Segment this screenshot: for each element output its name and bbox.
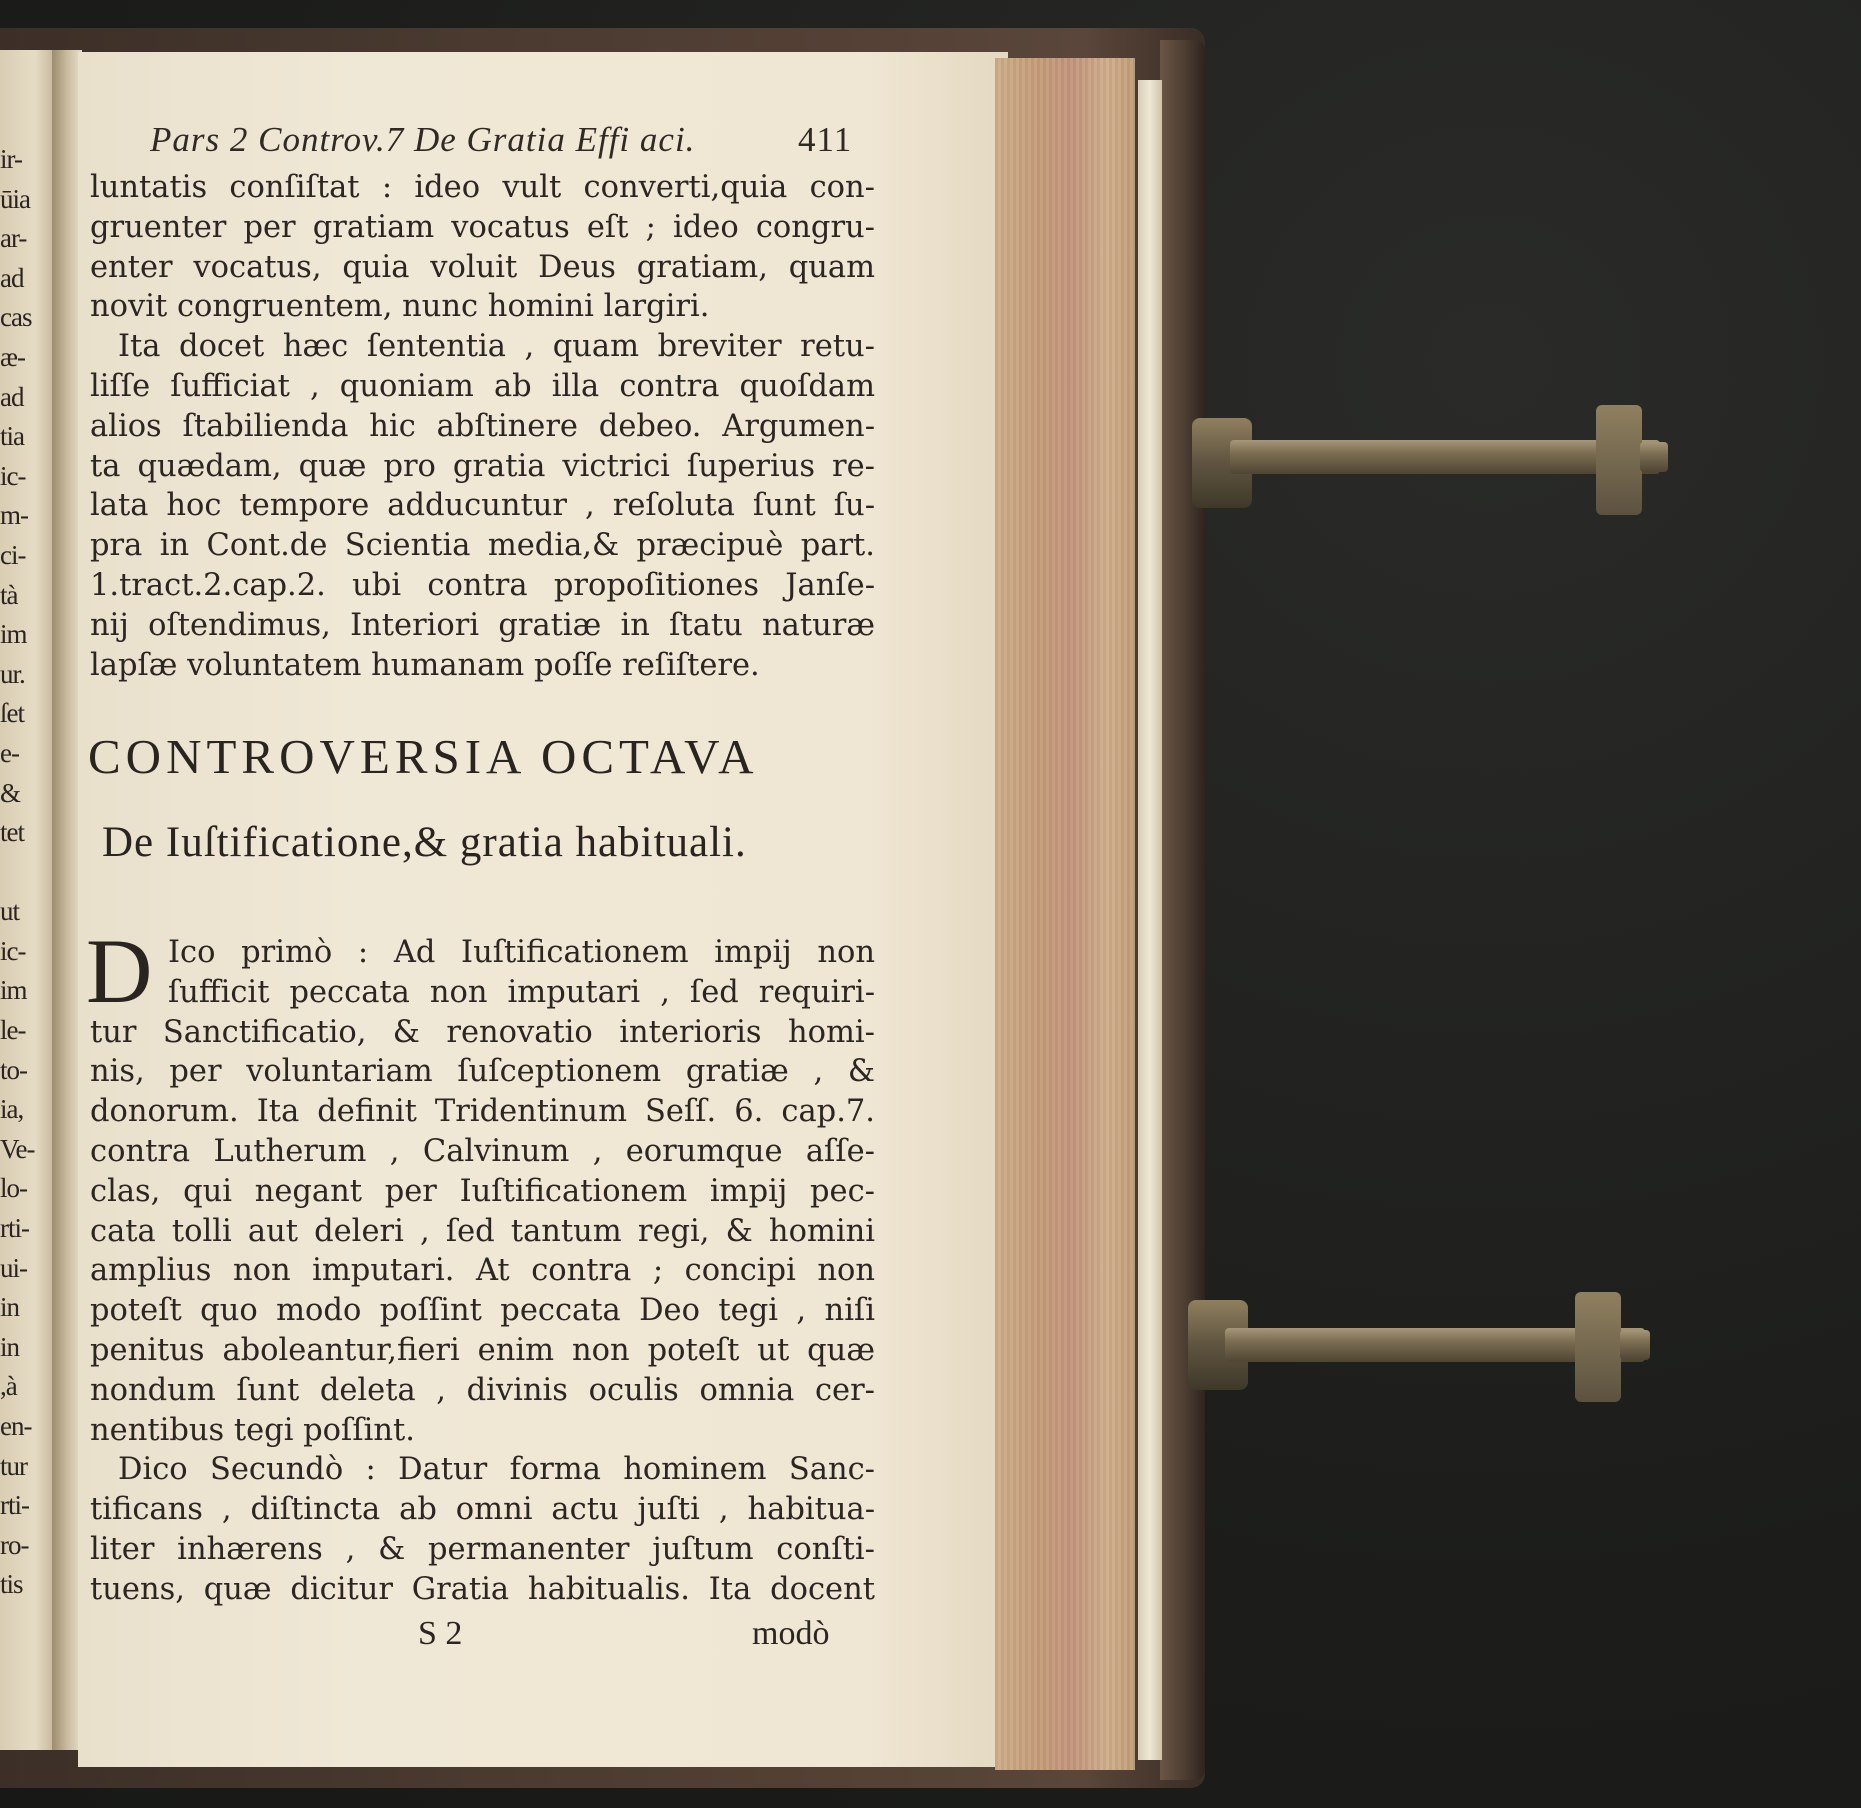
left-margin-fragment: e-	[0, 737, 19, 768]
text-line: nis, per voluntariam ſuſceptionem gratiæ , &	[90, 1054, 875, 1090]
left-margin-fragment: ur.	[0, 658, 25, 689]
left-margin-fragment: ir-	[0, 144, 22, 174]
left-margin-fragment: ,à	[0, 1371, 17, 1402]
text-line: nentibus tegi poſſint.	[90, 1412, 415, 1448]
text-line: lapſæ voluntatem humanam poſſe reſiſtere.	[90, 647, 760, 683]
text-line: Dico Secundò : Datur forma hominem Sanc-	[118, 1452, 875, 1488]
left-margin-fragment: tà	[0, 579, 18, 610]
signature-mark: S 2	[418, 1615, 463, 1652]
running-head-title: Pars 2 Controv.7 De Gratia Effi aci.	[150, 120, 696, 159]
text-line: cata tolli aut deleri , ſed tantum regi, & homini	[90, 1213, 875, 1249]
paragraph-dico	[90, 935, 875, 1612]
left-margin-fragment: &	[0, 777, 21, 808]
text-line: penitus aboleantur,fieri enim non poteſt ut quæ	[90, 1332, 875, 1368]
text-line: tuens, quæ dicitur Gratia habitualis. Ita docent	[90, 1571, 875, 1607]
text-line: nondum ſunt deleta , divinis oculis omnia cer-	[90, 1372, 875, 1408]
left-margin-fragment: ia,	[0, 1094, 24, 1125]
text-line: nij oſtendimus, Interiori gratiæ in ſtatu naturæ	[90, 607, 875, 643]
left-margin-fragment: in	[0, 1331, 20, 1362]
text-line: novit congruentem, nunc homini largiri.	[90, 289, 710, 325]
left-margin-fragment: tet	[0, 817, 24, 848]
left-margin-fragment: m-	[0, 500, 28, 531]
left-margin-fragment: ui-	[0, 1252, 27, 1283]
text-line: liter inhærens , & permanenter juſtum conſti-	[90, 1531, 875, 1567]
left-margin-fragment: ſet	[0, 698, 24, 729]
text-line: alios ſtabilienda hic abſtinere debeo. Argumen-	[90, 408, 875, 444]
left-margin-fragment: rti-	[0, 1490, 29, 1521]
left-margin-fragment: ad	[0, 262, 24, 293]
left-margin-fragment: rti-	[0, 1213, 29, 1244]
left-margin-fragment: Ve-	[0, 1133, 35, 1164]
text-line: Ita docet hæc ſententia , quam breviter retu-	[118, 329, 875, 365]
text-line: pra in Cont.de Scientia media,& præcipuè part.	[90, 528, 875, 564]
text-line: 1.tract.2.cap.2. ubi contra propoſitiones Janſe-	[90, 567, 875, 603]
text-line: enter vocatus, quia voluit Deus gratiam, quam	[90, 249, 875, 285]
text-line: tificans , diſtincta ab omni actu juſti , habitua-	[90, 1492, 875, 1528]
left-margin-fragment: ic-	[0, 935, 26, 966]
page-fore-edge	[995, 58, 1135, 1770]
paragraph-top	[90, 170, 875, 687]
text-line: contra Lutherum , Calvinum , eorumque aſſe-	[90, 1133, 875, 1169]
left-margin-fragment: tia	[0, 421, 24, 452]
left-margin-fragment: en-	[0, 1411, 32, 1441]
text-line: amplius non imputari. At contra ; concipi non	[90, 1253, 875, 1289]
left-margin-fragment: lo-	[0, 1173, 27, 1204]
text-line: gruenter per gratiam vocatus eſt ; ideo congru-	[90, 209, 875, 245]
text-line: donorum. Ita definit Tridentinum Seſſ. 6. cap.7.	[90, 1094, 875, 1130]
catchword: modò	[752, 1615, 830, 1652]
left-margin-fragment: tur	[0, 1450, 27, 1481]
left-margin-fragment: ūia	[0, 183, 30, 214]
left-page-text-fragments	[0, 140, 55, 1605]
text-line: clas, qui negant per Iuſtificationem impij pec-	[90, 1173, 875, 1209]
left-margin-fragment: ic-	[0, 460, 26, 491]
left-margin-fragment: im	[0, 975, 27, 1006]
page-fore-edge-highlight	[1138, 80, 1162, 1760]
left-margin-fragment: in	[0, 1292, 20, 1323]
text-line: tur Sanctificatio, & renovatio interioris homi-	[90, 1014, 875, 1050]
running-head	[150, 120, 910, 160]
cover-edge	[1160, 40, 1205, 1780]
left-margin-fragment: ci-	[0, 539, 26, 570]
controversy-subheading: De Iuſtificatione,& gratia habituali.	[102, 819, 747, 866]
controversy-heading: CONTROVERSIA OCTAVA	[88, 729, 759, 784]
drop-cap: D	[86, 920, 153, 1022]
left-margin-fragment	[0, 853, 55, 893]
text-line: lata hoc tempore adducuntur , reſoluta ſunt ſu-	[90, 488, 875, 524]
text-line: Ico primò : Ad Iuſtificationem impij non	[168, 935, 875, 970]
text-line: liſſe ſufficiat , quoniam ab illa contra quoſdam	[90, 368, 875, 404]
left-margin-fragment: cas	[0, 302, 32, 333]
left-margin-fragment: to-	[0, 1054, 27, 1085]
left-margin-fragment: ad	[0, 381, 24, 412]
left-margin-fragment: im	[0, 619, 27, 650]
left-margin-fragment: æ-	[0, 341, 25, 372]
left-margin-fragment: ut	[0, 896, 20, 927]
left-margin-fragment: ro-	[0, 1529, 29, 1560]
text-line: luntatis conſiſtat : ideo vult converti,quia con-	[90, 170, 875, 205]
text-line: ſufficit peccata non imputari , ſed requiri-	[168, 974, 875, 1010]
text-line: ta quædam, quæ pro gratia victrici ſuperius re-	[90, 448, 875, 484]
left-margin-fragment: le-	[0, 1015, 26, 1046]
page-number: 411	[798, 120, 853, 159]
text-line: poteſt quo modo poſſint peccata Deo tegi , niſi	[90, 1293, 875, 1329]
left-margin-fragment: tis	[0, 1569, 23, 1600]
left-margin-fragment: ar-	[0, 223, 27, 254]
